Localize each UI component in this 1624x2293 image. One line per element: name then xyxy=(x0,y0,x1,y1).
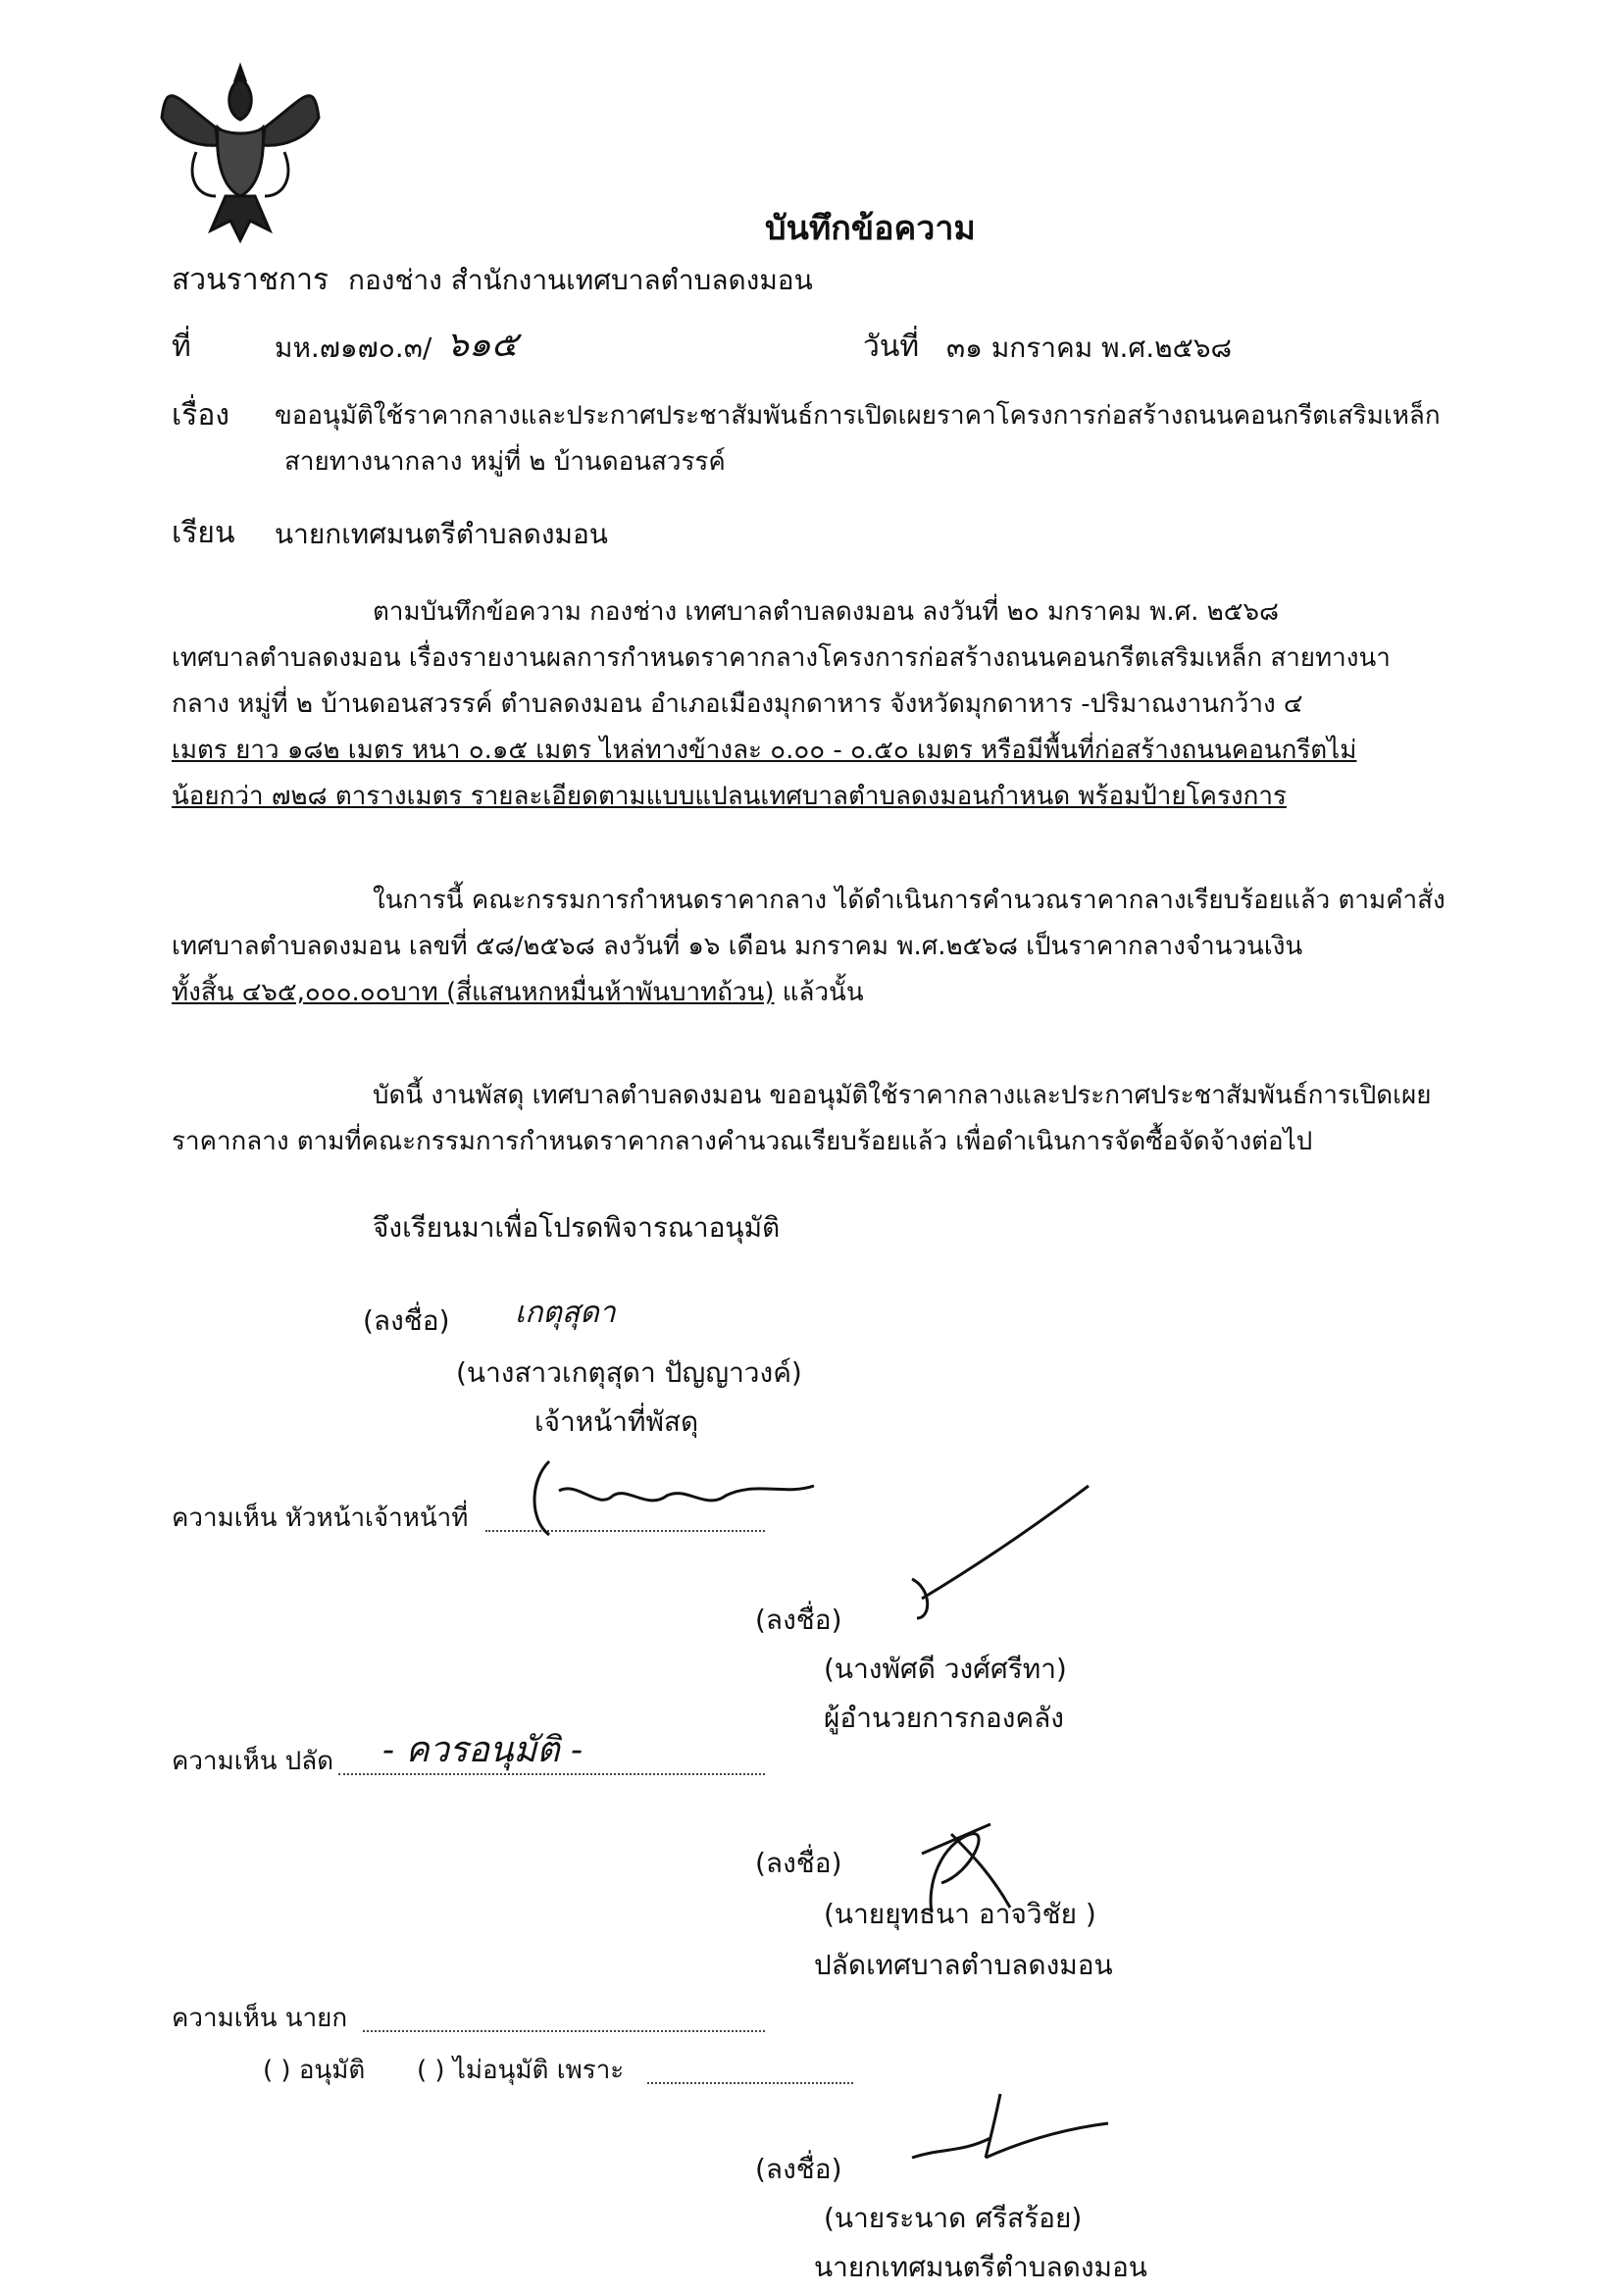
p2-line-1: ในการนี้ คณะกรรมการกำหนดราคากลาง ได้ดำเนินการคำนวณราคากลางเรียบร้อยแล้ว ตามคำสั่ง xyxy=(373,886,1446,915)
p1-line-5: น้อยกว่า ๗๒๘ ตารางเมตร รายละเอียดตามแบบแปลนเทศบาลตำบลดงมอนกำหนด พร้อมป้ายโครงการ xyxy=(172,782,1287,811)
closing-text: จึงเรียนมาเพื่อโปรดพิจารณาอนุมัติ xyxy=(373,1211,781,1244)
mayor-name: (นายระนาด ศรีสร้อย) xyxy=(824,2202,1083,2234)
finance-signature xyxy=(892,1481,1098,1628)
finance-name: (นางพัศดี วงศ์ศรีทา) xyxy=(824,1653,1067,1685)
approve-option: ( ) อนุมัติ xyxy=(263,2056,366,2085)
p1-line-4: เมตร ยาว ๑๘๒ เมตร หนา ๐.๑๕ เมตร ไหล่ทางข้างละ ๐.๐๐ - ๐.๕๐ เมตร หรือมีพื้นที่ก่อสร้างถนนคอนกรีตไม่ xyxy=(172,736,1357,765)
head-officer-signature xyxy=(520,1442,834,1540)
p1-line-1: ตามบันทึกข้อความ กองช่าง เทศบาลตำบลดงมอน ลงวันที่ ๒๐ มกราคม พ.ศ. ๒๕๖๘ xyxy=(373,597,1280,627)
memo-title: บันทึกข้อความ xyxy=(765,209,976,248)
deputy-position: ปลัดเทศบาลตำบลดงมอน xyxy=(814,1949,1113,1981)
finance-sign-label: (ลงชื่อ) xyxy=(755,1604,842,1636)
mayor-position: นายกเทศมนตรีตำบลดงมอน xyxy=(814,2251,1147,2283)
p2-line-2: เทศบาลตำบลดงมอน เลขที่ ๕๘/๒๕๖๘ ลงวันที่ ๑๖ เดือน มกราคม พ.ศ.๒๕๖๘ เป็นราคากลางจำนวนเงิน xyxy=(172,932,1303,961)
p3-line-2: ราคากลาง ตามที่คณะกรรมการกำหนดราคากลางคำนวณเรียบร้อยแล้ว เพื่อดำเนินการจัดซื้อจัดจ้างต่อไป xyxy=(172,1127,1313,1156)
p1-line-2: เทศบาลตำบลดงมอน เรื่องรายงานผลการกำหนดราคากลางโครงการก่อสร้างถนนคอนกรีตเสริมเหล็ก สายทางนา xyxy=(172,643,1391,673)
officer-position: เจ้าหน้าที่พัสดุ xyxy=(534,1405,699,1438)
garuda-emblem xyxy=(157,59,324,245)
opinion-head-label: ความเห็น หัวหน้าเจ้าหน้าที่ xyxy=(172,1503,469,1533)
p1-line-3: กลาง หมู่ที่ ๒ บ้านดอนสวรรค์ ตำบลดงมอน อำเภอเมืองมุกดาหาร จังหวัดมุกดาหาร -ปริมาณงานกว้าง ๔ xyxy=(172,689,1303,719)
opinion-mayor-line xyxy=(363,2030,765,2032)
ref-value: มห.๗๑๗๐.๓/ xyxy=(275,331,432,364)
officer-sign-label: (ลงชื่อ) xyxy=(363,1304,450,1337)
mayor-sign-label: (ลงชื่อ) xyxy=(755,2153,842,2185)
reject-option: ( ) ไม่อนุมัติ เพราะ xyxy=(417,2056,625,2085)
mayor-signature xyxy=(902,2089,1118,2167)
to-value: นายกเทศมนตรีตำบลดงมอน xyxy=(275,518,608,550)
p2-line-3 xyxy=(172,972,864,1012)
date-label: วันที่ xyxy=(863,330,920,364)
agency-value: กองช่าง สำนักงานเทศบาลตำบลดงมอน xyxy=(348,264,813,296)
officer-name: (นางสาวเกตุสุดา ปัญญาวงค์) xyxy=(456,1356,802,1389)
subject-label: เรื่อง xyxy=(172,398,230,433)
subject-line-1: ขออนุมัติใช้ราคากลางและประกาศประชาสัมพันธ์การเปิดเผยราคาโครงการก่อสร้างถนนคอนกรีตเสริมเหล็ก xyxy=(275,401,1441,431)
opinion-deputy-label: ความเห็น ปลัด xyxy=(172,1747,334,1776)
agency-label: สวนราชการ xyxy=(172,263,330,297)
finance-position: ผู้อำนวยการกองคลัง xyxy=(824,1702,1064,1734)
p2-line-3-end: แล้วนั้น xyxy=(774,978,864,1007)
deputy-opinion-handwritten: - ควรอนุมัติ - xyxy=(382,1730,584,1770)
to-label: เรียน xyxy=(172,516,235,550)
officer-signature: เกตุสุดา xyxy=(515,1296,616,1330)
opinion-mayor-label: ความเห็น นายก xyxy=(172,2004,348,2033)
reject-reason-line xyxy=(647,2082,853,2084)
ref-number-handwritten: ๖๑๕ xyxy=(446,325,518,365)
p3-line-1: บัดนี้ งานพัสดุ เทศบาลตำบลดงมอน ขออนุมัติใช้ราคากลางและประกาศประชาสัมพันธ์การเปิดเผย xyxy=(373,1081,1432,1110)
total-amount: ทั้งสิ้น ๔๖๕,๐๐๐.๐๐บาท (สี่แสนหกหมื่นห้าพันบาทถ้วน) xyxy=(172,978,775,1007)
ref-label: ที่ xyxy=(172,330,191,364)
deputy-sign-label: (ลงชื่อ) xyxy=(755,1847,842,1879)
date-value: ๓๑ มกราคม พ.ศ.๒๕๖๘ xyxy=(946,331,1233,364)
subject-line-2: สายทางนากลาง หมู่ที่ ๒ บ้านดอนสวรรค์ xyxy=(284,447,726,477)
deputy-name: (นายยุทธนา อาจวิชัย ) xyxy=(824,1898,1096,1930)
